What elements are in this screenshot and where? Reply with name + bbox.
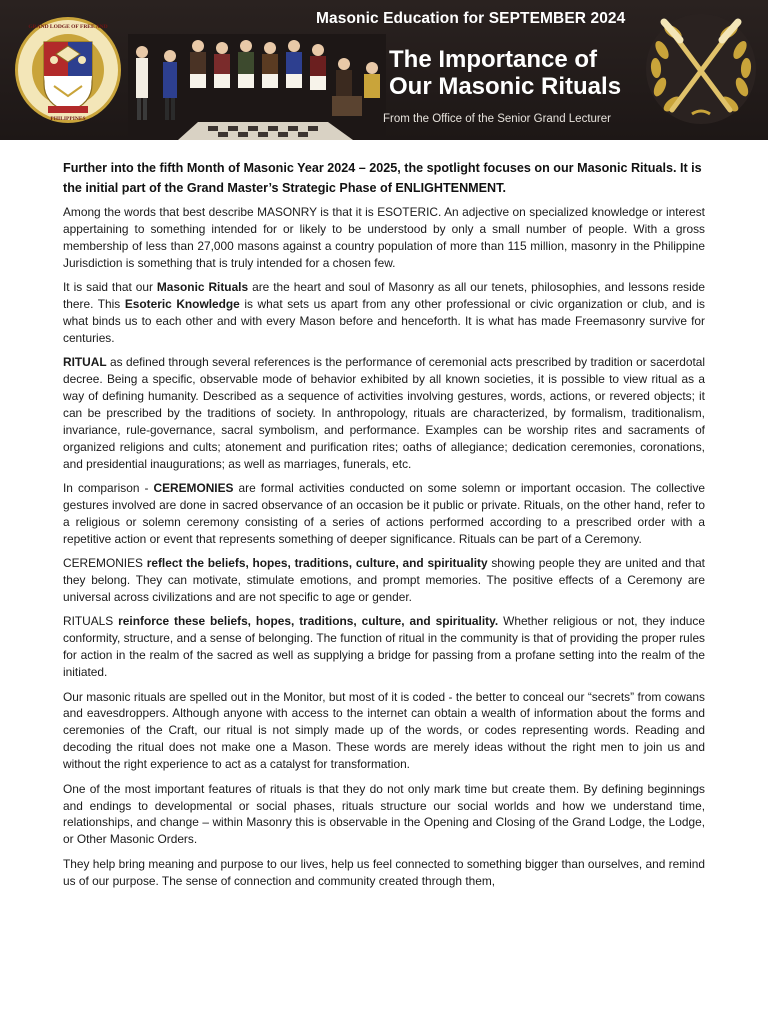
paragraph-heart-and-soul: It is said that our Masonic Rituals are the heart and soul of Masonry as all our tenets, philosophies, and lessons reside there. This Esoteric Knowledge is what sets us apart from any other professional or civic organization or club, and is what binds us to each other and with every Mason before and henceforth. It is what has made Freemasonry survive for centuries. [63,280,706,345]
paragraph-ceremonies-reflect: CEREMONIES reflect the beliefs, hopes, traditions, culture, and spirituality showing people they are united and that they belong. They can motivate, stimulate emotions, and prompt memories. The positive effects of a Ceremony are universal across civilizations and are not specific to age or gender. [63,556,705,605]
article-body [63,158,705,897]
title-line-1: The Importance of [389,46,598,73]
banner-kicker: Masonic Education for SEPTEMBER 2024 [316,10,626,27]
paragraph-esoteric: Among the words that best describe MASONRY is that it is ESOTERIC. An adjective on specialized knowledge or interest appertaining to something intended for or likely to be understood by only a small number of people. With a gross membership of less than 27,000 masons against a country population of more than 115 million, masonry in the Philippine Jurisdiction is something that is truly intended for a chosen few. [63,205,705,270]
grand-lodge-seal-icon [14,14,122,126]
header-banner [0,0,768,140]
paragraph-ceremonies-comparison: In comparison - CEREMONIES are formal activities conducted on some solemn or important occasion. The collective gestures involved are done in sacred observance of an occasion be it public or private. Rituals, on the other hand, refer to a religious or solemn ceremony consisting of a series of actions performed according to a prescribed order with a repetitive action or event that represents something of deeper significance. Rituals can be part of a Ceremony. [63,481,706,546]
paragraph-meaning-purpose: They help bring meaning and purpose to our lives, help us feel connected to something bigger than ourselves, and remind us of our purpose. The sense of connection and community created through them, [63,856,705,888]
paragraph-ritual-definition: RITUAL as defined through several references is the performance of ceremonial acts prescribed by tradition or sacerdotal decree. Being a specific, observable mode of behavior exhibited by all known societies, it is possible to view ritual as a way of defining humanity. Described as a sequence of activities involving gestures, words, actions, or revered objects; it can be prescribed by the traditions of society. In anthropology, rituals are characterized, by formalism, traditionalism, invariance, rule-governance, sacral symbolism, and performance. Examples can be worship rites and sacraments of organized religions and cults; atonement and purification rites; oaths of allegiance; dedication ceremonies, coronations, and presidential inaugurations; as well as marriages, funerals, etc. [63,355,705,471]
intro-paragraph: Further into the fifth Month of Masonic Year 2024 – 2025, the spotlight focuses on our Masonic Rituals. It is the initial part of the Grand Master’s Strategic Phase of ENLIGHTENMENT. [63,161,702,195]
svg-text:GRAND LODGE OF FREE AND: GRAND LODGE OF FREE AND [28,24,108,30]
crossed-quills-wreath-icon [642,10,760,128]
svg-text:PHILIPPINES: PHILIPPINES [50,116,86,122]
title-line-2: Our Masonic Rituals [389,73,622,100]
paragraph-monitor: Our masonic rituals are spelled out in the Monitor, but most of it is coded - the better to conceal our “secrets” from cowans and eavesdroppers. Although anyone with access to the internet can obtain a wealth of information about the forms and ceremonies of the Craft, our ritual is not simply made up of the words, or codes representing words. Reading and decoding the ritual does not make one a Mason. These words are merely ideas without the right men to join us and without the right experience to act as a catalyst for transformation. [63,689,705,772]
paragraph-mark-time: One of the most important features of rituals is that they do not only mark time but create them. By defining beginnings and endings to developmental or social phases, rituals structure our social worlds and how we understand time, relationships, and change – within Masonry this is observable in the Opening and Closing of the Grand Lodge, the Lodge, or Other Masonic Orders. [63,781,705,847]
page-title [389,46,649,100]
paragraph-rituals-reinforce: RITUALS reinforce these beliefs, hopes, traditions, culture, and spirituality. Whether religious or not, they induce conformity, structure, and a sense of belonging. The function of ritual in the community is that of providing the proper rules for action in the realm of the sacred as well as supplying a bridge for passing from a profane setting into the realm of the initiated. [63,614,705,680]
banner-subtitle: From the Office of the Senior Grand Lecturer [383,113,611,125]
lodge-ceremony-illustration [128,34,386,140]
